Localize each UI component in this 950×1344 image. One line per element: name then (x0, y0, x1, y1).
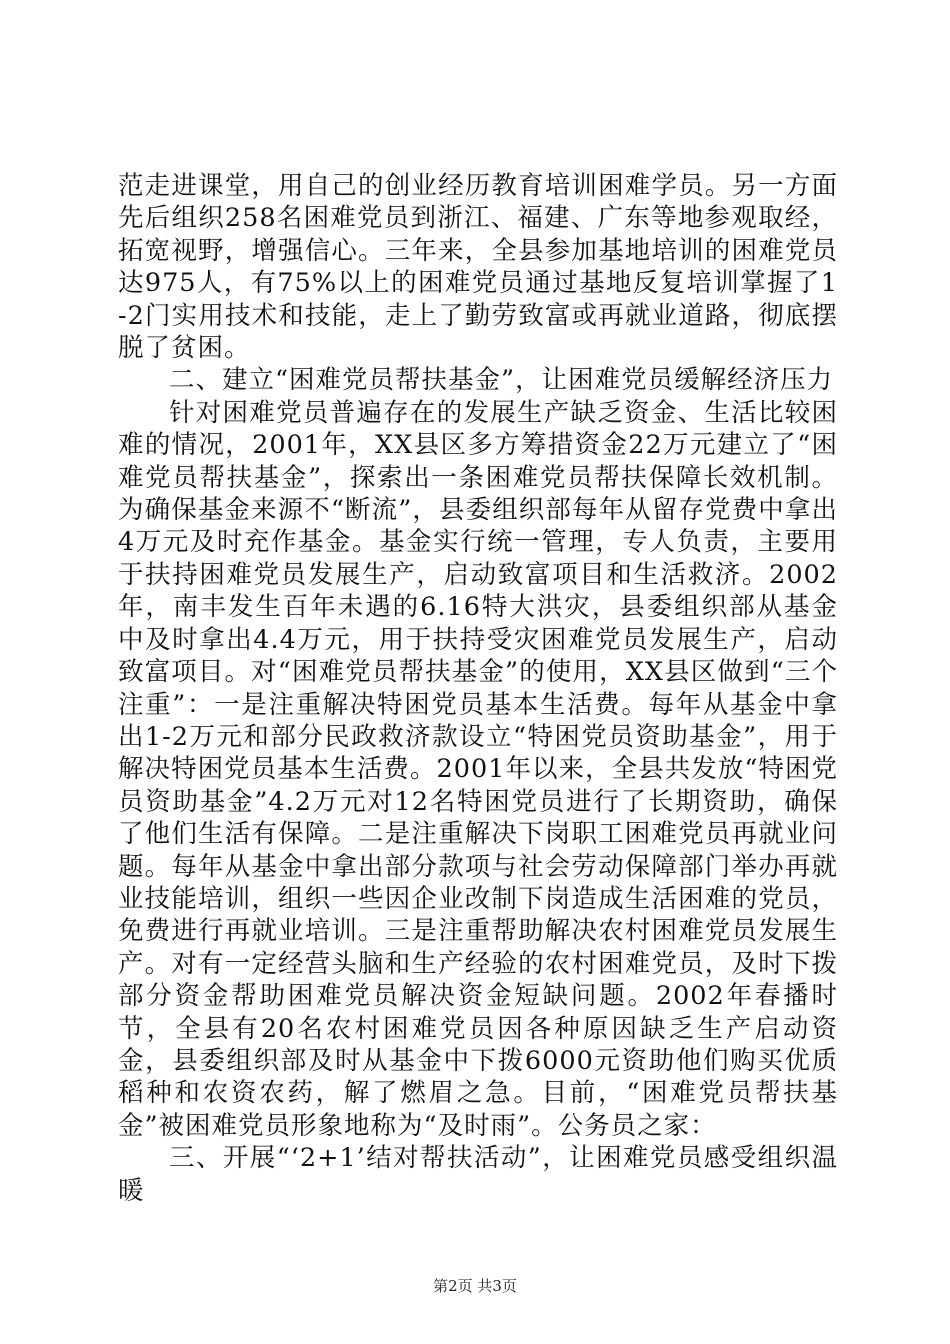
section-heading-2: 二、建立“困难党员帮扶基金”，让困难党员缓解经济压力 (169, 365, 834, 396)
body-paragraph-continued: 范走进课堂，用自己的创业经历教育培训困难学员。另一方面先后组织258名困难党员到浙江、福建、广东等地参观取经，拓宽视野，增强信心。三年来，全县参加基地培训的困难党员达975人，有75%以上的困难党员通过基地反复培训掌握了1-2门实用技术和技能，走上了勤劳致富或再就业道路，彻底摆脱了贫困。 (118, 171, 838, 364)
document-body (118, 170, 838, 1207)
section-heading-3: 三、开展“‘2+1’结对帮扶活动”，让困难党员感受组织温暖 (118, 1143, 838, 1206)
page-footer: 第2页 共3页 (433, 1277, 517, 1295)
body-paragraph-fund: 针对困难党员普遍存在的发展生产缺乏资金、生活比较困难的情况，2001年，XX县区多方筹措资金22万元建立了“困难党员帮扶基金”，探索出一条困难党员帮扶保障长效机制。为确保基金来源不“断流”，县委组织部每年从留存党费中拿出4万元及时充作基金。基金实行统一管理，专人负责，主要用于扶持困难党员发展生产，启动致富项目和生活救济。2002年，南丰发生百年未遇的6.16特大洪灾，县委组织部从基金中及时拿出4.4万元，用于扶持受灾困难党员发展生产，启动致富项目。对“困难党员帮扶基金”的使用，XX县区做到“三个注重”：一是注重解决特困党员基本生活费。每年从基金中拿出1-2万元和部分民政救济款设立“特困党员资助基金”，用于解决特困党员基本生活费。2001年以来，全县共发放“特困党员资助基金”4.2万元对12名特困党员进行了长期资助，确保了他们生活有保障。二是注重解决下岗职工困难党员再就业问题。每年从基金中拿出部分款项与社会劳动保障部门举办再就业技能培训，组织一些因企业改制下岗造成生活困难的党员，免费进行再就业培训。三是注重帮助解决农村困难党员发展生产。对有一定经营头脑和生产经验的农村困难党员，及时下拨部分资金帮助困难党员解决资金短缺问题。2002年春播时节，全县有20名农村困难党员因各种原因缺乏生产启动资金，县委组织部及时从基金中下拨6000元资助他们购买优质稻种和农资农药，解了燃眉之急。目前，“困难党员帮扶基金”被困难党员形象地称为“及时雨”。公务员之家： (118, 397, 838, 1141)
